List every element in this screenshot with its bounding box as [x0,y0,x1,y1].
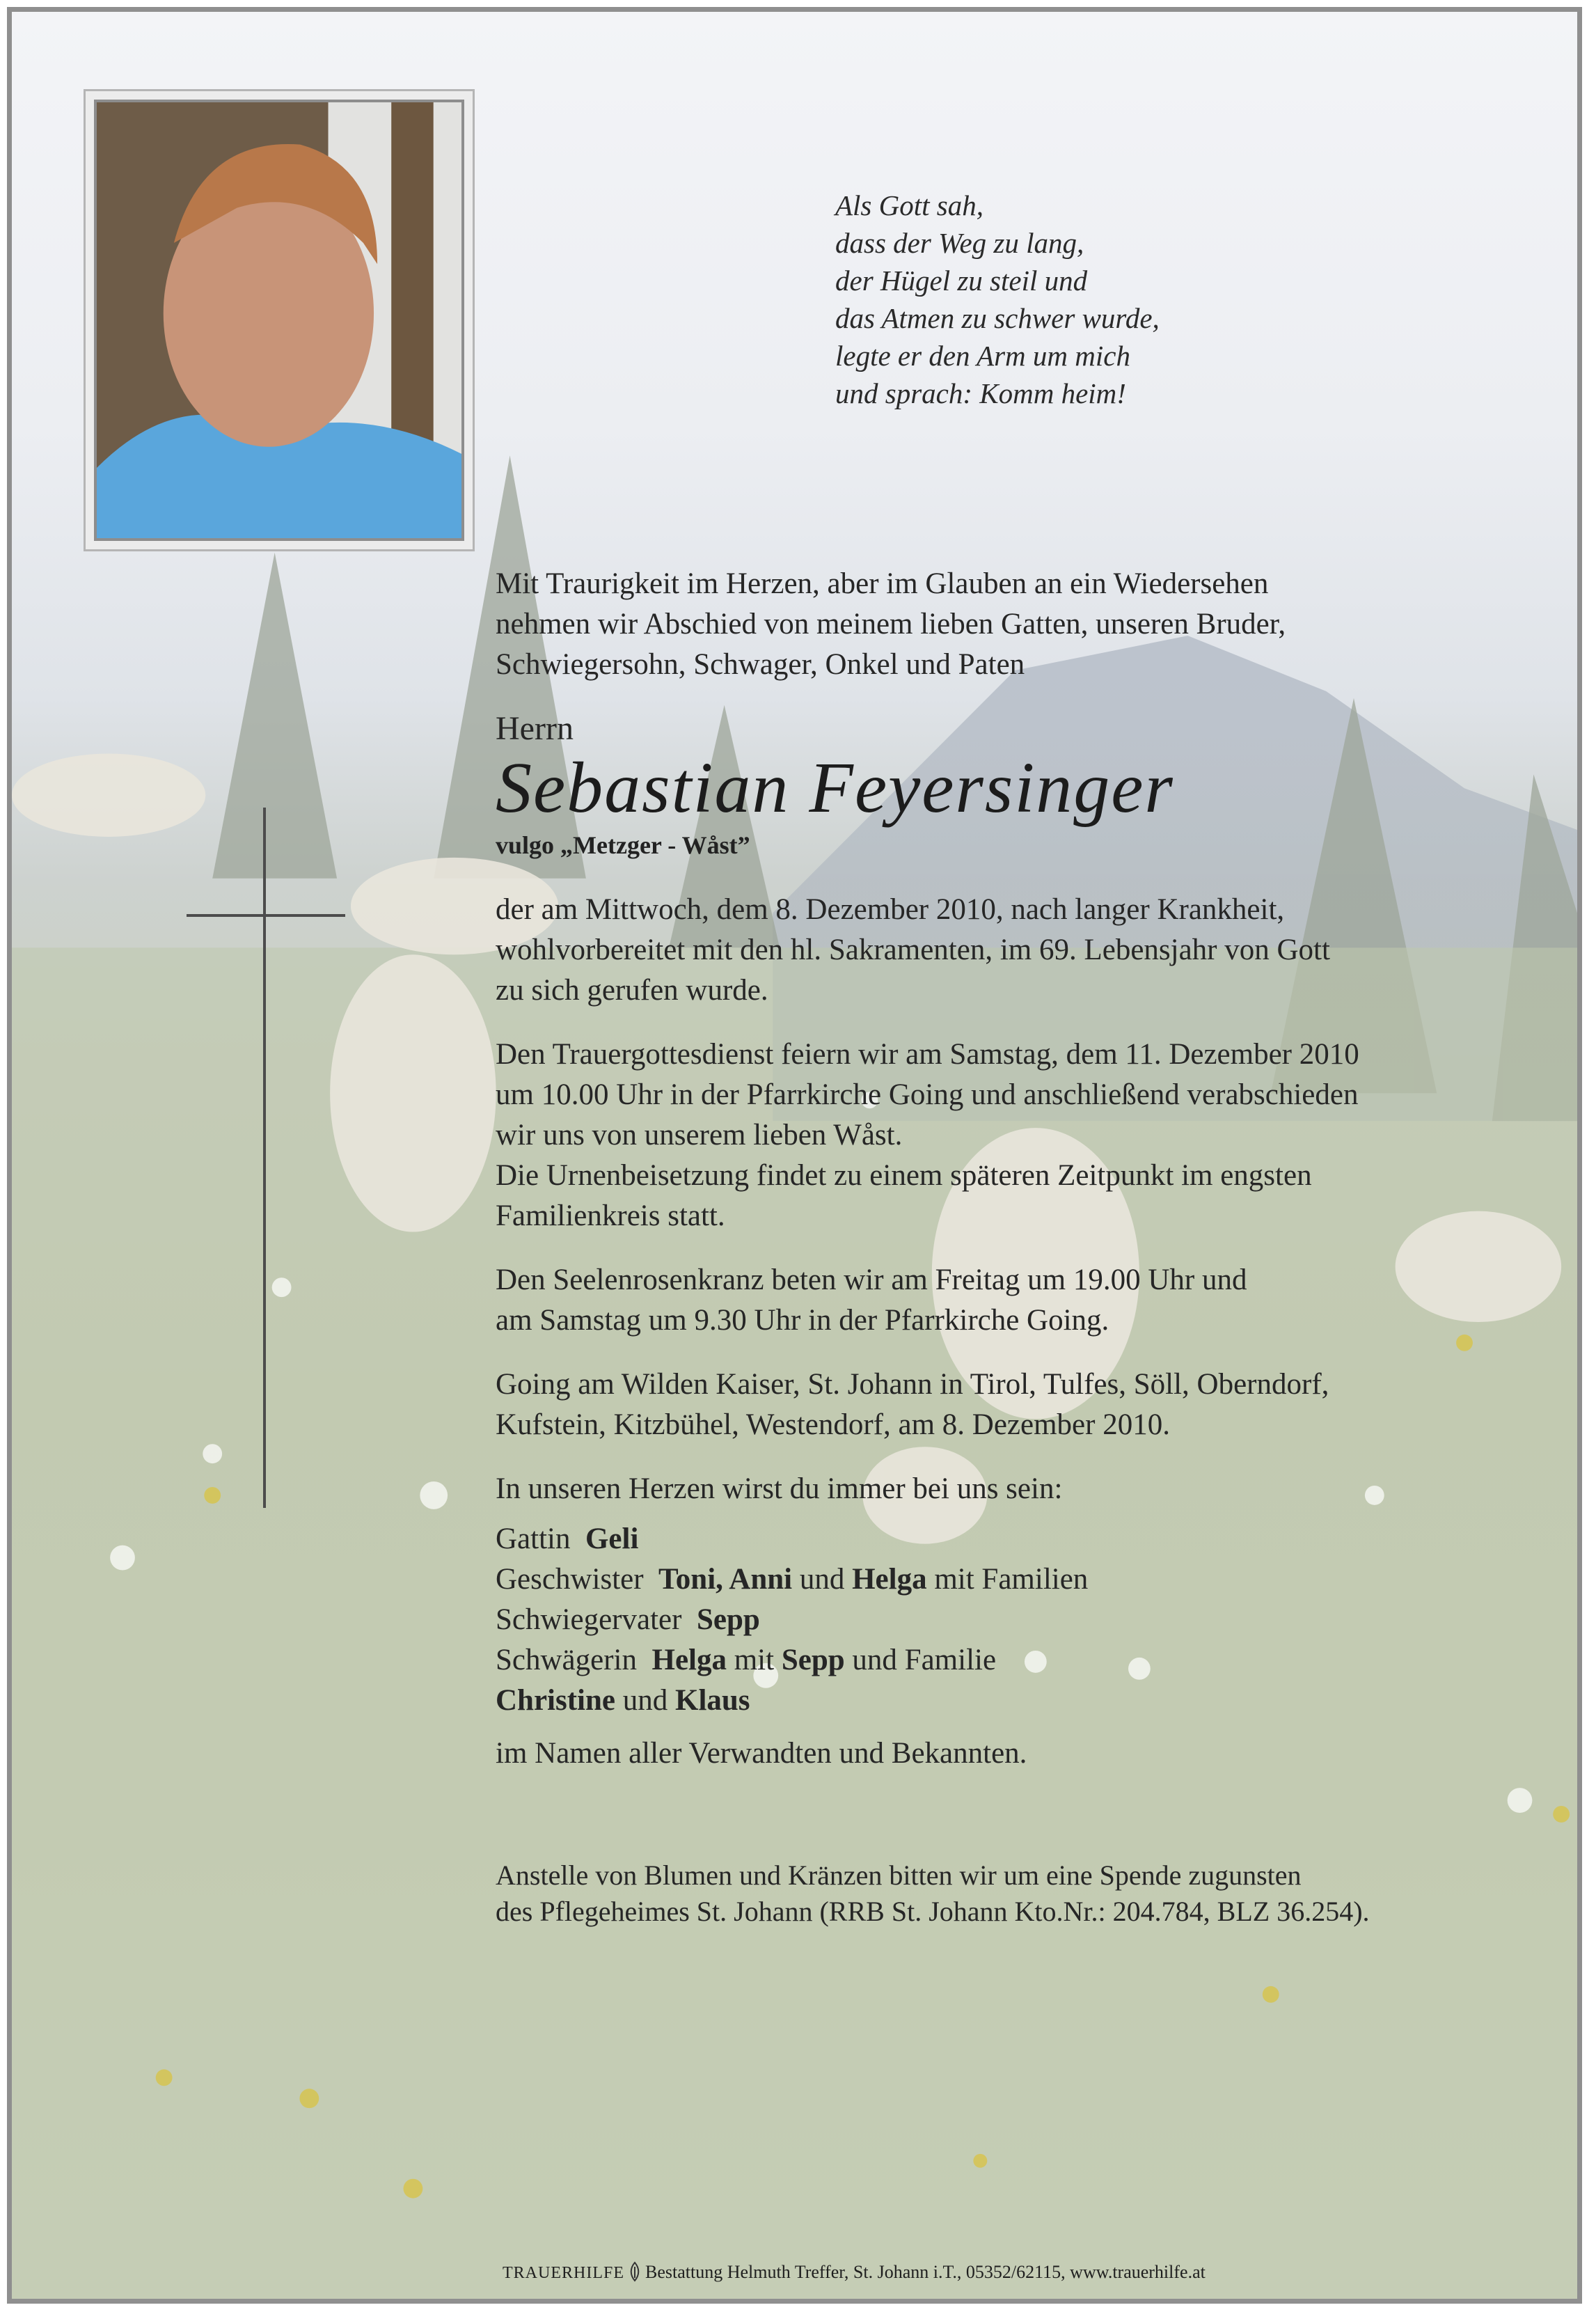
service-line: Die Urnenbeisetzung findet zu einem späteren Zeitpunkt im engsten [496,1159,1312,1192]
rosary-line: am Samstag um 9.30 Uhr in der Pfarrkirche Going. [496,1304,1109,1337]
closing-line: im Namen aller Verwandten und Bekannten. [496,1737,1027,1770]
donation-line: des Pflegeheimes St. Johann (RRB St. Johann Kto.Nr.: 204.784, BLZ 36.254). [496,1896,1370,1927]
salutation: Herrn [496,710,574,747]
places-line: Kufstein, Kitzbühel, Westendorf, am 8. Dezember 2010. [496,1408,1170,1441]
family-line: Geschwister Toni, Anni und Helga mit Familien [496,1563,1089,1596]
poem-line: legte er den Arm um mich [835,340,1130,372]
nickname: vulgo „Metzger - Wåst” [496,831,750,859]
service-line: wir uns von unserem lieben Wåst. [496,1119,903,1151]
family-line: Christine und Klaus [496,1684,750,1717]
cross-vertical-bar [263,808,266,1508]
footer [503,2261,1206,2284]
poem-line: der Hügel zu steil und [835,265,1088,297]
portrait-frame [84,89,475,551]
poem-line: das Atmen zu schwer wurde, [835,302,1160,334]
obituary-text [496,564,1554,1930]
cross-horizontal-bar [187,914,345,917]
intro-line: Schwiegersohn, Schwager, Onkel und Paten [496,648,1025,681]
service-line: Familienkreis statt. [496,1200,725,1232]
poem-line: dass der Weg zu lang, [835,227,1084,259]
death-line: wohlvorbereitet mit den hl. Sakramenten, im 69. Lebensjahr von Gott [496,934,1330,966]
poem [835,187,1462,412]
poem-line: Als Gott sah, [835,189,983,221]
intro-line: nehmen wir Abschied von meinem lieben Gatten, unseren Bruder, [496,608,1286,640]
death-line: zu sich gerufen wurde. [496,974,768,1007]
service-line: Den Trauergottesdienst feiern wir am Samstag, dem 11. Dezember 2010 [496,1038,1359,1071]
family-line: Schwägerin Helga mit Sepp und Familie [496,1644,997,1676]
places-line: Going am Wilden Kaiser, St. Johann in Tirol, Tulfes, Söll, Oberndorf, [496,1368,1329,1401]
trauerhilfe-logo-icon [627,2261,642,2282]
family-line: Schwiegervater Sepp [496,1603,760,1636]
intro-line: Mit Traurigkeit im Herzen, aber im Glauben an ein Wiedersehen [496,567,1269,600]
portrait-photo [94,100,464,541]
portrait-illustration [97,102,461,538]
poem-line: und sprach: Komm heim! [835,377,1126,409]
donation-line: Anstelle von Blumen und Kränzen bitten wir um eine Spende zugunsten [496,1859,1302,1891]
footer-brand: TRAUERHILFE [503,2264,624,2282]
rosary-line: Den Seelenrosenkranz beten wir am Freitag um 19.00 Uhr und [496,1264,1247,1296]
death-line: der am Mittwoch, dem 8. Dezember 2010, nach langer Krankheit, [496,893,1285,926]
hearts-line: In unseren Herzen wirst du immer bei uns sein: [496,1472,1063,1505]
family-line: Gattin Geli [496,1523,639,1555]
service-line: um 10.00 Uhr in der Pfarrkirche Going und anschließend verabschieden [496,1078,1359,1111]
footer-text: Bestattung Helmuth Treffer, St. Johann i.T., 05352/62115, www.trauerhilfe.at [645,2262,1206,2282]
deceased-name: Sebastian Feyersinger [496,748,1174,828]
